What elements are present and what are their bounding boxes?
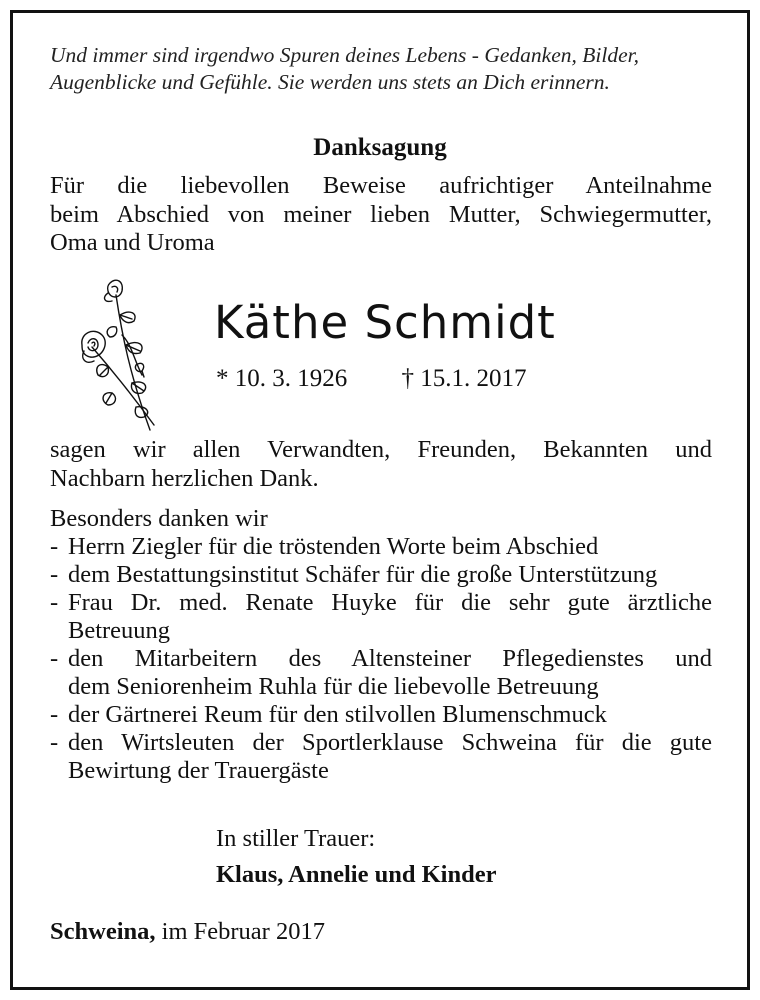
- thanks-line: Nachbarn herzlichen Dank.: [50, 464, 319, 492]
- list-dash: -: [50, 729, 59, 756]
- list-item: [50, 645, 712, 701]
- list-item-text: dem Seniorenheim Ruhla für die liebevolle Betreuung: [68, 673, 599, 700]
- death-date: † 15.1. 2017: [401, 365, 527, 392]
- thanks-list: [50, 533, 712, 785]
- special-thanks-intro: Besonders danken wir: [50, 505, 268, 532]
- list-item-text: Bewirtung der Trauergäste: [68, 757, 329, 784]
- list-item: [50, 701, 712, 729]
- intro-paragraph: [50, 172, 712, 258]
- list-item-text: Herrn Ziegler für die tröstenden Worte beim Abschied: [68, 533, 599, 560]
- family-signature: Klaus, Annelie und Kinder: [216, 861, 497, 888]
- list-item-text: Frau Dr. med. Renate Huyke für die sehr gute ärztliche: [68, 589, 712, 616]
- list-dash: -: [50, 701, 59, 728]
- place-date: [50, 918, 325, 946]
- deceased-name: Käthe Schmidt: [214, 296, 556, 349]
- birth-date: * 10. 3. 1926: [216, 365, 348, 392]
- thanks-paragraph: [50, 436, 712, 493]
- intro-line: Oma und Uroma: [50, 229, 215, 256]
- list-item-text: der Gärtnerei Reum für den stilvollen Blumenschmuck: [68, 701, 607, 728]
- list-item: [50, 561, 712, 589]
- intro-line: beim Abschied von meiner lieben Mutter, Schwiegermutter,: [50, 200, 712, 228]
- quote-line: Und immer sind irgendwo Spuren deines Lebens - Gedanken, Bilder,: [50, 43, 639, 67]
- list-item-text: dem Bestattungsinstitut Schäfer für die große Unterstützung: [68, 561, 658, 588]
- rose-illustration-icon: [72, 275, 172, 435]
- mourning-line: In stiller Trauer:: [216, 825, 376, 852]
- list-item: [50, 589, 712, 645]
- list-item: [50, 533, 712, 561]
- list-dash: -: [50, 561, 59, 588]
- quote-line: Augenblicke und Gefühle. Sie werden uns stets an Dich erinnern.: [50, 70, 610, 94]
- list-dash: -: [50, 645, 59, 672]
- memorial-quote: [50, 42, 720, 96]
- list-item: [50, 729, 712, 785]
- list-dash: -: [50, 589, 59, 616]
- list-item-text: den Mitarbeitern des Altensteiner Pflegedienstes und: [68, 645, 712, 672]
- ad-title: Danksagung: [313, 134, 447, 161]
- thanks-line: sagen wir allen Verwandten, Freunden, Bekannten und: [50, 436, 712, 463]
- life-dates: [216, 365, 527, 393]
- place-town: Schweina,: [50, 918, 156, 945]
- intro-line: Für die liebevollen Beweise aufrichtiger Anteilnahme: [50, 172, 712, 199]
- place-date-text: im Februar 2017: [161, 918, 325, 945]
- list-item-text: Betreuung: [68, 617, 171, 644]
- list-dash: -: [50, 533, 59, 560]
- list-item-text: den Wirtsleuten der Sportlerklause Schweina für die gute: [68, 729, 712, 756]
